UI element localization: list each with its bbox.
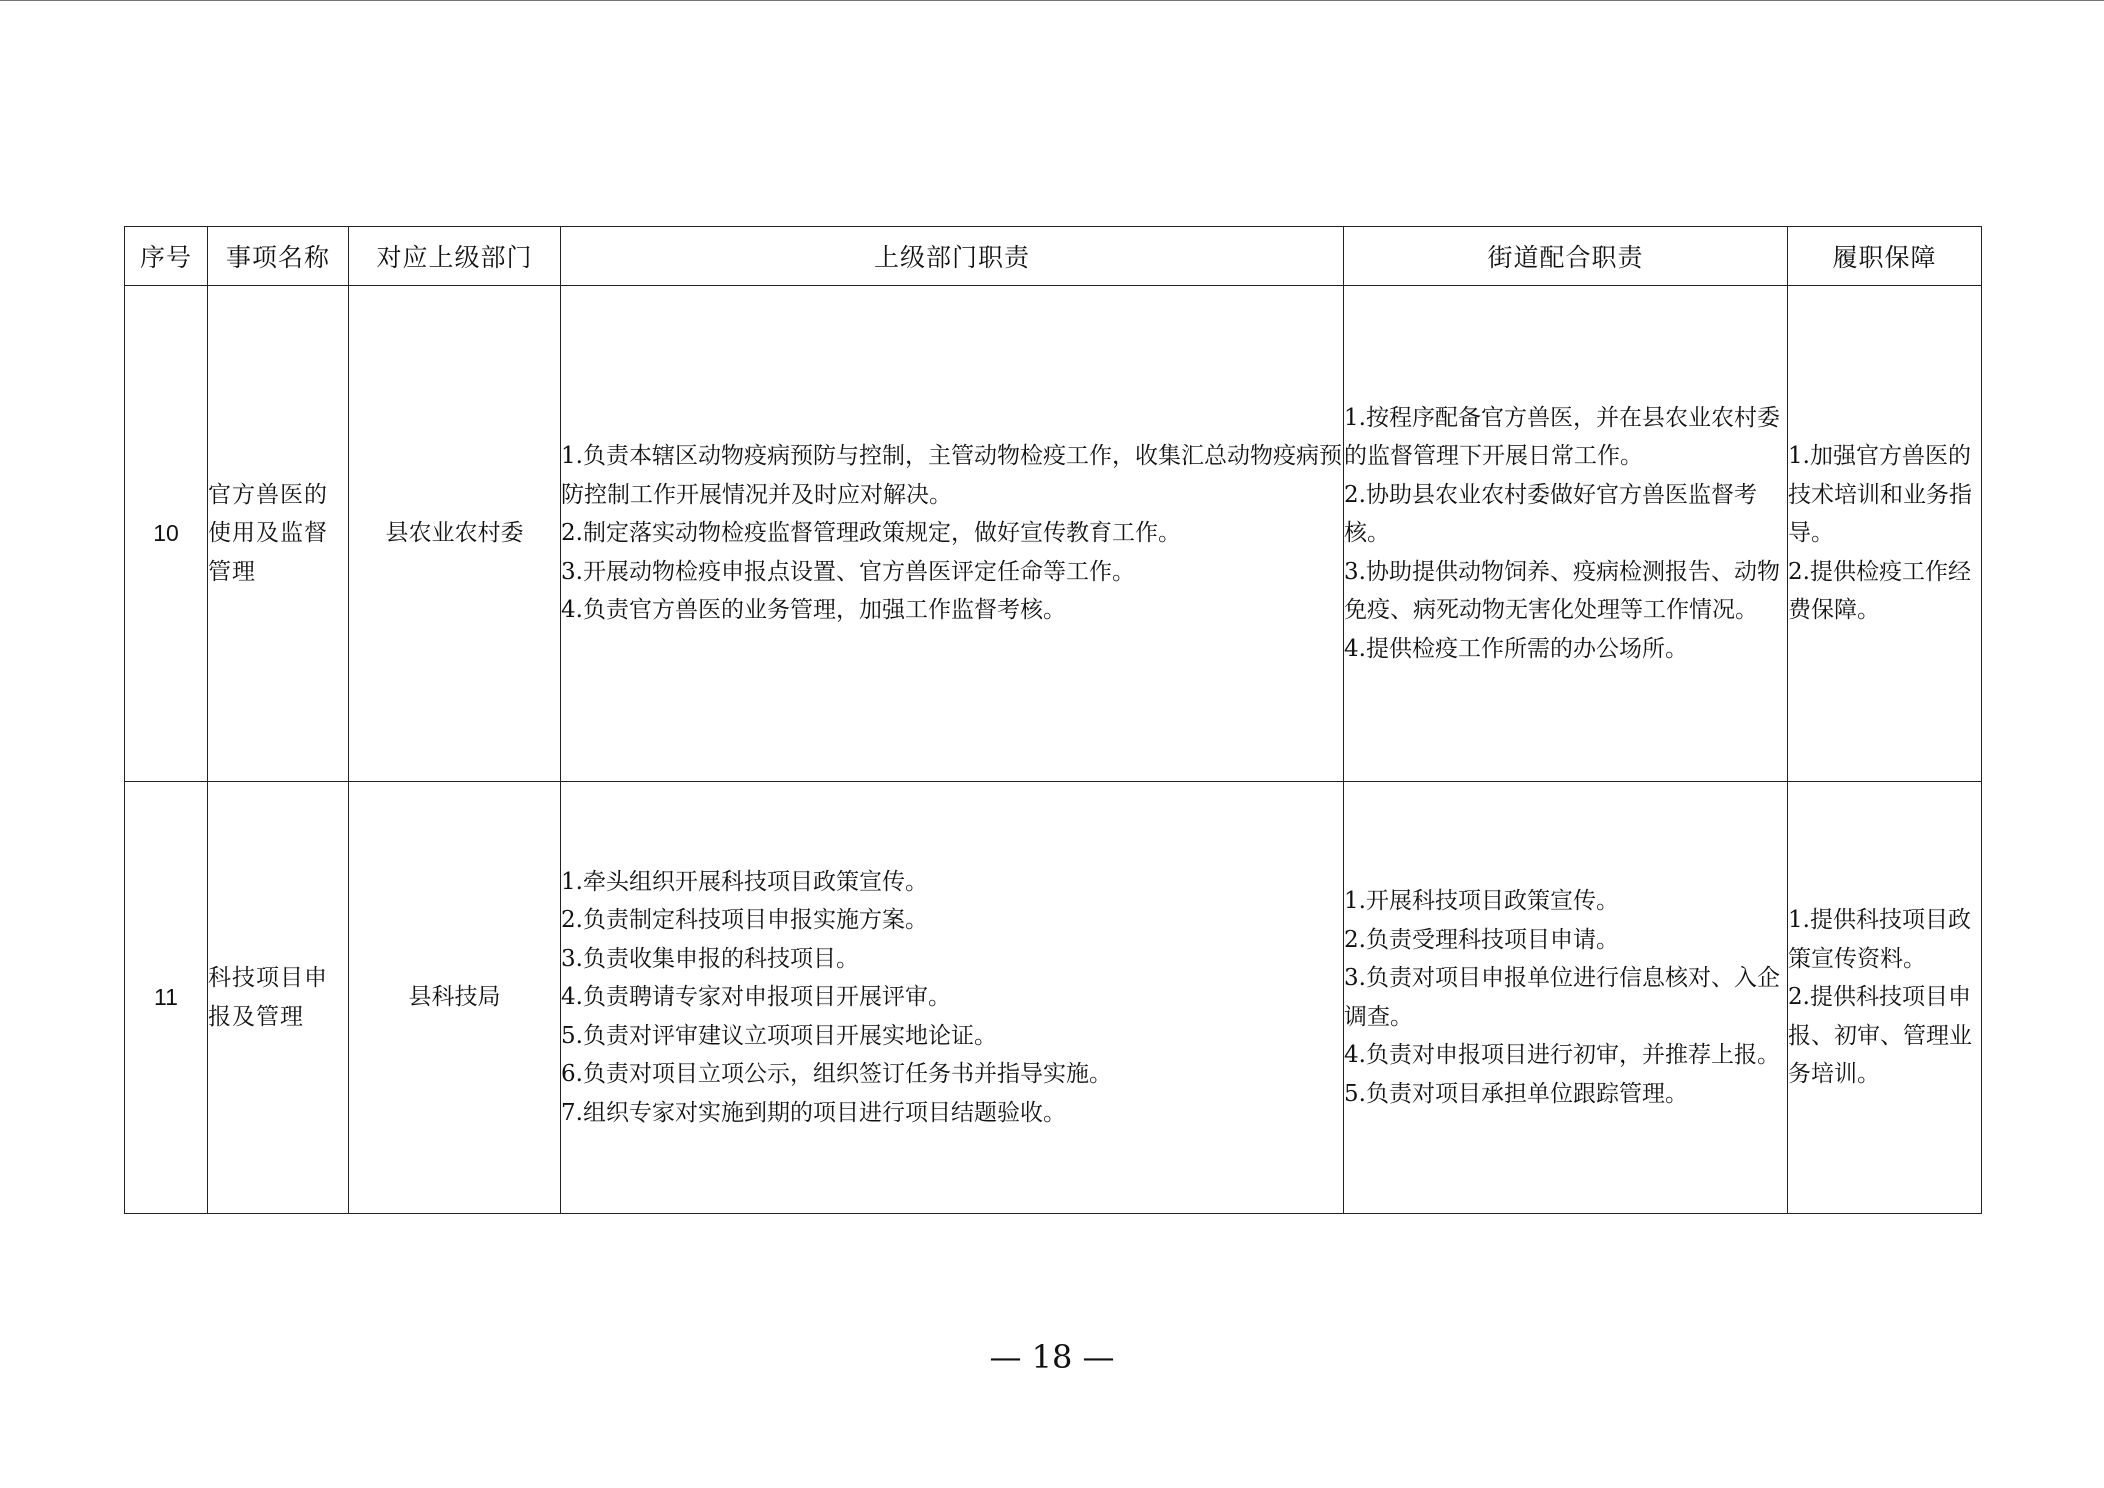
header-item-name: 事项名称 [208, 227, 349, 286]
guarantee-item: 1.加强官方兽医的技术培训和业务指导。 [1788, 443, 1972, 547]
guarantee-item: 1.提供科技项目政策宣传资料。 [1788, 907, 1971, 972]
row-seq-no: 10 [125, 286, 208, 782]
upper-duty-item: 1.负责本辖区动物疫病预防与控制，主管动物检疫工作，收集汇总动物疫病预防控制工作开展情况并及时应对解决。 [561, 443, 1342, 508]
row-guarantee [1788, 286, 1982, 782]
upper-duty-item: 7.组织专家对实施到期的项目进行项目结题验收。 [561, 1099, 1066, 1126]
upper-duty-item: 3.开展动物检疫申报点设置、官方兽医评定任命等工作。 [561, 558, 1135, 585]
upper-duty-item: 2.制定落实动物检疫监督管理政策规定，做好宣传教育工作。 [561, 520, 1181, 547]
row-street-duty [1344, 286, 1788, 782]
street-duty-item: 4.提供检疫工作所需的办公场所。 [1344, 635, 1688, 662]
guarantee-item: 2.提供检疫工作经费保障。 [1788, 558, 1971, 624]
street-duty-item: 2.协助县农业农村委做好官方兽医监督考核。 [1344, 481, 1757, 547]
table-row [125, 782, 1982, 1214]
upper-duty-item: 4.负责聘请专家对申报项目开展评审。 [561, 984, 951, 1011]
row-guarantee [1788, 782, 1982, 1214]
row-item-name: 官方兽医的使用及监督管理 [208, 286, 349, 782]
header-guarantee: 履职保障 [1788, 227, 1982, 286]
street-duty-item: 3.协助提供动物饲养、疫病检测报告、动物免疫、病死动物无害化处理等工作情况。 [1344, 558, 1780, 624]
street-duty-item: 3.负责对项目申报单位进行信息核对、入企调查。 [1344, 965, 1780, 1030]
street-duty-item: 5.负责对项目承担单位跟踪管理。 [1344, 1080, 1688, 1107]
row-item-name: 科技项目申报及管理 [208, 782, 349, 1214]
page-number: — 18 — [989, 1338, 1115, 1376]
street-duty-item: 4.负责对申报项目进行初审，并推荐上报。 [1344, 1042, 1780, 1068]
guarantee-item: 2.提供科技项目申报、初审、管理业务培训。 [1788, 984, 1972, 1088]
street-duty-item: 2.负责受理科技项目申请。 [1344, 926, 1619, 953]
header-upper-duty: 上级部门职责 [561, 227, 1344, 286]
row-upper-dept: 县农业农村委 [349, 286, 561, 782]
page-top-border [0, 0, 2104, 1]
upper-duty-item: 4.负责官方兽医的业务管理，加强工作监督考核。 [561, 597, 1066, 624]
upper-duty-item: 5.负责对评审建议立项项目开展实地论证。 [561, 1022, 997, 1049]
table-row [125, 286, 1982, 782]
row-seq-no: 11 [125, 782, 208, 1214]
street-duty-item: 1.开展科技项目政策宣传。 [1344, 888, 1619, 914]
row-upper-duty [561, 782, 1344, 1214]
row-upper-duty [561, 286, 1344, 782]
table-header-row [125, 227, 1982, 286]
header-seq-no: 序号 [125, 227, 208, 286]
header-upper-dept: 对应上级部门 [349, 227, 561, 286]
row-street-duty [1344, 782, 1788, 1214]
street-duty-item: 1.按程序配备官方兽医，并在县农业农村委的监督管理下开展日常工作。 [1344, 404, 1780, 470]
duty-table [124, 226, 1982, 1214]
header-street-duty: 街道配合职责 [1344, 227, 1788, 286]
row-upper-dept: 县科技局 [349, 782, 561, 1214]
upper-duty-item: 2.负责制定科技项目申报实施方案。 [561, 907, 928, 934]
upper-duty-item: 3.负责收集申报的科技项目。 [561, 945, 859, 972]
upper-duty-item: 6.负责对项目立项公示，组织签订任务书并指导实施。 [561, 1061, 1112, 1088]
upper-duty-item: 1.牵头组织开展科技项目政策宣传。 [561, 868, 928, 895]
